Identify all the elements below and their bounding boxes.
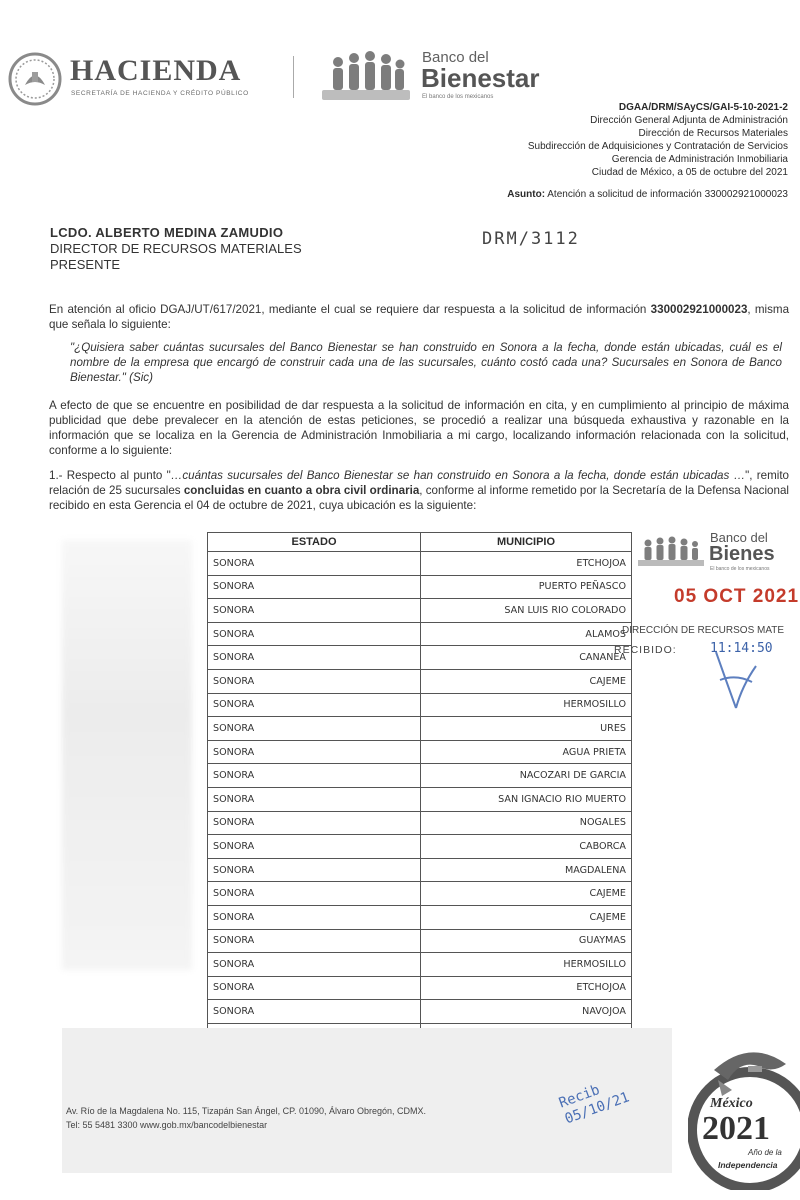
cell-estado: SONORA <box>208 882 421 906</box>
redacted-area <box>62 540 192 970</box>
cell-municipio: HERMOSILLO <box>421 953 632 977</box>
cell-estado: SONORA <box>208 552 421 576</box>
cell-municipio: ALAMOS <box>421 622 632 646</box>
cell-municipio: CAJEME <box>421 669 632 693</box>
table-row <box>208 622 632 646</box>
cell-estado: SONORA <box>208 811 421 835</box>
table-row <box>208 835 632 859</box>
column-header-municipio: MUNICIPIO <box>421 533 632 552</box>
footer-contact: Tel: 55 5481 3300 www.gob.mx/bancodelbienestar <box>66 1120 268 1130</box>
table-row <box>208 764 632 788</box>
table-row <box>208 740 632 764</box>
cell-municipio: NACOZARI DE GARCIA <box>421 764 632 788</box>
reference-code: DGAA/DRM/SAyCS/GAI-5-10-2021-2 <box>618 102 788 113</box>
table-row <box>208 717 632 741</box>
mexico-seal-icon <box>8 52 62 106</box>
cell-estado: SONORA <box>208 669 421 693</box>
cell-municipio: CABORCA <box>421 835 632 859</box>
table-body <box>208 552 632 1047</box>
reference-line: Subdirección de Adquisiciones y Contratación de Servicios <box>527 141 788 152</box>
cell-municipio: ETCHOJOA <box>421 976 632 1000</box>
cell-municipio: CANANEA <box>421 646 632 670</box>
request-number: 330002921000023 <box>650 303 748 316</box>
cell-estado: SONORA <box>208 929 421 953</box>
reference-block <box>328 101 788 201</box>
table-row <box>208 953 632 977</box>
table-row <box>208 552 632 576</box>
signature-scribble-icon <box>706 646 766 716</box>
stamp-office: DIRECCIÓN DE RECURSOS MATE <box>622 625 785 636</box>
bienestar-logo <box>318 46 578 106</box>
cell-municipio: CAJEME <box>421 882 632 906</box>
request-quote: "¿Quisiera saber cuántas sucursales del Banco Bienestar se han construido en Sonora a la fecha, donde están ubicadas, cuál es el nombre de la empresa que encargó de construir cada una de las sucursales, cuánto costó cada una? Sucursales en Sonora de Banco Bienestar." (Sic) <box>70 341 782 384</box>
table-row <box>208 575 632 599</box>
bienestar-line2: Bienestar <box>421 63 540 93</box>
paragraph-2: A efecto de que se encuentre en posibilidad de dar respuesta a la solicitud de información en cita, y en cumplimiento al principio de máxima publicidad que debe prevalecer en la atención de estas peticiones, se procedió a realizar una búsqueda exhaustiva y razonable en la información que se localiza en la Gerencia de Administración Inmobiliaria a mi cargo, localizando información relacionada con la solicitud, conforme a lo siguiente: <box>49 399 789 457</box>
cell-estado: SONORA <box>208 835 421 859</box>
stamp-line2: Bienes <box>709 543 775 565</box>
table-row <box>208 811 632 835</box>
independence-emblem <box>688 1030 800 1190</box>
stamp-line1: Banco del <box>710 530 768 545</box>
cell-estado: SONORA <box>208 717 421 741</box>
cell-municipio: PUERTO PEÑASCO <box>421 575 632 599</box>
emblem-country: México <box>710 1096 753 1111</box>
table-row <box>208 882 632 906</box>
cell-municipio: MAGDALENA <box>421 858 632 882</box>
cell-estado: SONORA <box>208 976 421 1000</box>
handwritten-received-note: Recib 05/10/21 <box>556 1081 632 1128</box>
header-divider <box>293 56 294 98</box>
cell-municipio: GUAYMAS <box>421 929 632 953</box>
cell-municipio: CAJEME <box>421 905 632 929</box>
sucursales-table <box>207 532 632 1047</box>
cell-municipio: SAN IGNACIO RIO MUERTO <box>421 787 632 811</box>
received-stamp <box>614 528 800 678</box>
cell-estado: SONORA <box>208 622 421 646</box>
recipient-name: LCDO. ALBERTO MEDINA ZAMUDIO <box>50 225 284 240</box>
emblem-line1: Año de la <box>748 1148 782 1157</box>
cell-municipio: HERMOSILLO <box>421 693 632 717</box>
stamp-date: 05 OCT 2021 <box>674 586 800 607</box>
emblem-line2: Independencia <box>718 1160 778 1170</box>
reference-line: Dirección General Adjunta de Administración <box>590 115 788 126</box>
stamp-crowd-icon <box>636 534 706 568</box>
reference-line: Gerencia de Administración Inmobiliaria <box>611 154 788 165</box>
recipient-block <box>50 225 302 273</box>
cell-estado: SONORA <box>208 1000 421 1024</box>
hacienda-subtitle: SECRETARÍA DE HACIENDA Y CRÉDITO PÚBLICO <box>71 90 249 97</box>
table-row <box>208 858 632 882</box>
stamp-tagline: El banco de los mexicanos <box>710 566 770 572</box>
table-row <box>208 1000 632 1024</box>
cell-estado: SONORA <box>208 693 421 717</box>
column-header-estado: ESTADO <box>208 533 421 552</box>
table-row <box>208 976 632 1000</box>
table-row <box>208 905 632 929</box>
cell-municipio: URES <box>421 717 632 741</box>
cell-estado: SONORA <box>208 646 421 670</box>
bienestar-line1: Banco del <box>422 49 489 66</box>
table-row <box>208 929 632 953</box>
cell-estado: SONORA <box>208 905 421 929</box>
hacienda-name: HACIENDA <box>70 54 242 87</box>
cell-estado: SONORA <box>208 764 421 788</box>
table-row <box>208 646 632 670</box>
cell-estado: SONORA <box>208 599 421 623</box>
subject-label: Asunto: <box>507 189 546 200</box>
cell-municipio: NOGALES <box>421 811 632 835</box>
recipient-present: PRESENTE <box>50 257 121 272</box>
cell-municipio: ETCHOJOA <box>421 552 632 576</box>
cell-municipio: AGUA PRIETA <box>421 740 632 764</box>
cell-estado: SONORA <box>208 787 421 811</box>
table-header-row <box>208 533 632 552</box>
recipient-title: DIRECTOR DE RECURSOS MATERIALES <box>50 241 302 256</box>
cell-estado: SONORA <box>208 858 421 882</box>
table-row <box>208 787 632 811</box>
hacienda-logo <box>8 52 278 108</box>
stamp-received-time: 11:14:50 <box>710 641 773 656</box>
footer-address: Av. Río de la Magdalena No. 115, Tizapán San Ángel, CP. 01090, Álvaro Obregón, CDMX. <box>66 1106 427 1116</box>
paragraph-1: En atención al oficio DGAJ/UT/617/2021, mediante el cual se requiere dar respuesta a la solicitud de información 330002921000023, misma que señala lo siguiente: <box>49 303 790 331</box>
bienestar-tagline: El banco de los mexicanos <box>422 94 494 100</box>
cell-municipio: SAN LUIS RIO COLORADO <box>421 599 632 623</box>
cell-estado: SONORA <box>208 740 421 764</box>
reference-date: Ciudad de México, a 05 de octubre del 2021 <box>591 167 788 178</box>
table-row <box>208 599 632 623</box>
subject-line <box>328 188 788 201</box>
reference-line: Dirección de Recursos Materiales <box>638 128 788 139</box>
table-row <box>208 669 632 693</box>
paragraph-3: 1.- Respecto al punto "…cuántas sucursales del Banco Bienestar se han construido en Sonora a la fecha, donde están ubicadas …", remito relación de 25 sucursales concluidas en cuanto a obra civil ordinaria, conforme al informe remetido por la Secretaría de la Defensa Nacional recibido en esta Gerencia el 04 de octubre de 2021, cuya ubicación es la siguiente: <box>49 469 789 512</box>
emblem-year: 2021 <box>702 1110 770 1147</box>
stamp-received-label: RECIBIDO: <box>614 644 677 656</box>
cell-municipio: NAVOJOA <box>421 1000 632 1024</box>
subject-text: Atención a solicitud de información 330002921000023 <box>547 189 788 200</box>
cell-estado: SONORA <box>208 575 421 599</box>
cell-estado: SONORA <box>208 953 421 977</box>
table-row <box>208 693 632 717</box>
handwritten-reference: DRM/3112 <box>482 229 580 249</box>
crowd-illustration-icon <box>318 46 414 104</box>
